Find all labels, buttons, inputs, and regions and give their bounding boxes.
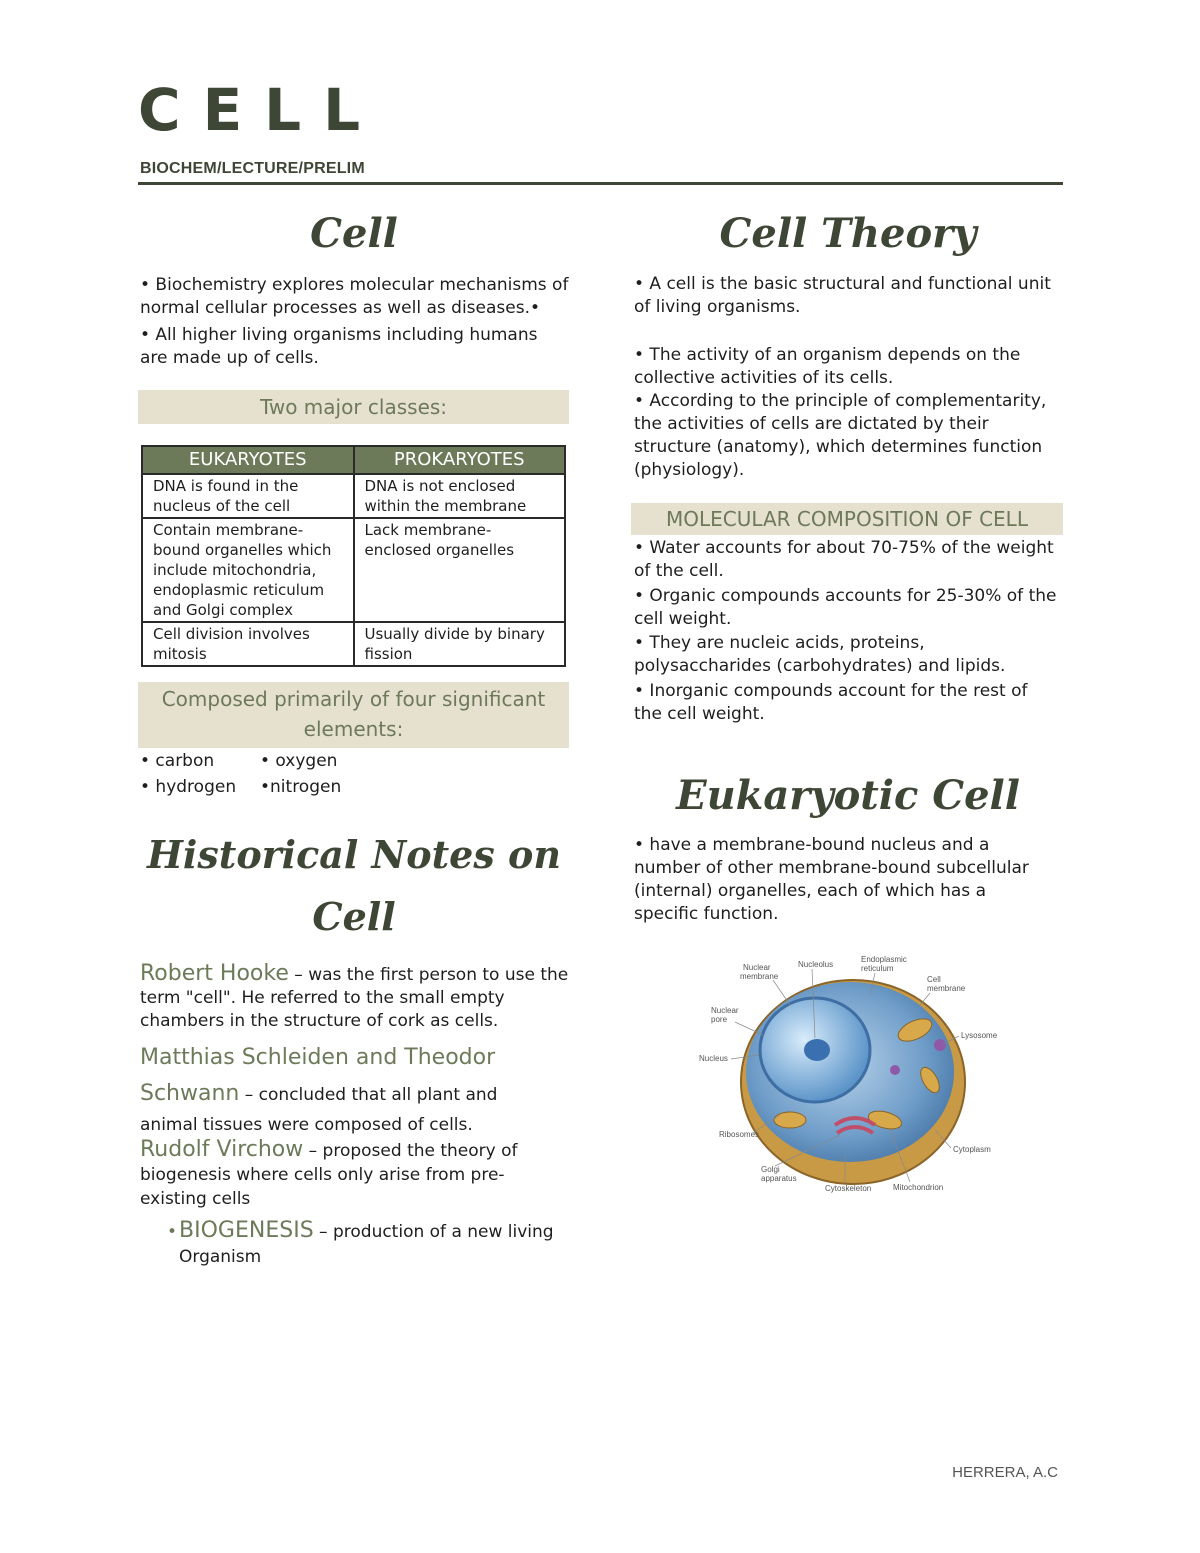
table-row — [142, 518, 565, 622]
table-row — [142, 474, 565, 518]
label-lysosome: Lysosome — [961, 1031, 998, 1040]
molecular-bullet-4: • Inorganic compounds account for the rest of the cell weight. — [634, 681, 1028, 724]
table-header-prokaryotes: PROKARYOTES — [354, 446, 566, 474]
label-golgi-2: apparatus — [761, 1174, 797, 1183]
label-nuclear-membrane-1: Nuclear — [743, 963, 771, 972]
history-heading-line-1: Historical Notes on — [147, 832, 561, 877]
elements-band: Composed primarily of four significant elements: — [138, 682, 569, 748]
theory-bullet-1: • A cell is the basic structural and functional unit of living organisms. — [634, 274, 1051, 317]
table-header-eukaryotes: EUKARYOTES — [142, 446, 354, 474]
label-nucleus: Nucleus — [699, 1054, 728, 1063]
label-golgi-1: Golgi — [761, 1165, 780, 1174]
eukaryotic-cell-diagram — [695, 950, 1015, 1200]
intro-bullet-1: • Biochemistry explores molecular mechanisms of normal cellular processes as well as diseases.• — [140, 275, 569, 318]
molecular-bullet-2: • Organic compounds accounts for 25-30% of the cell weight. — [634, 586, 1057, 629]
biogenesis-bullet: • — [167, 1222, 178, 1242]
table-cell: Usually divide by binary fission — [354, 622, 566, 666]
element-oxygen: • oxygen — [260, 751, 338, 771]
table-cell: Contain membrane-bound organelles which include mitochondria, endoplasmic reticulum and Golgi complex — [142, 518, 354, 622]
label-nuclear-pore-2: pore — [711, 1015, 728, 1024]
mitochondrion-shape — [774, 1112, 806, 1128]
label-nucleolus: Nucleolus — [798, 960, 834, 969]
theory-bullet-3: • According to the principle of complementarity, the activities of cells are dictated by their structure (anatomy), which determines function (physiology). — [634, 391, 1047, 480]
nucleolus-shape — [804, 1039, 830, 1061]
footer-author: HERRERA, A.C — [952, 1464, 1058, 1481]
schleiden-name: Matthias Schleiden and Theodor Schwann — [140, 1045, 496, 1106]
hooke-text: – was the first person to use the term "cell". He referred to the small empty chambers in the structure of cork as cells. — [140, 965, 569, 1031]
table-row — [142, 622, 565, 666]
molecular-bullet-1: • Water accounts for about 70-75% of the weight of the cell. — [634, 538, 1054, 581]
schleiden-text: – concluded that all plant and animal tissues were composed of cells. — [140, 1085, 498, 1135]
table-cell: DNA is found in the nucleus of the cell — [142, 474, 354, 518]
label-ribosomes: Ribosomes — [719, 1130, 760, 1139]
page-subtitle: BIOCHEM/LECTURE/PRELIM — [140, 160, 365, 177]
label-nuclear-pore-1: Nuclear — [711, 1006, 739, 1015]
hooke-name: Robert Hooke — [140, 961, 289, 986]
eukaryotic-cell-heading: Eukaryotic Cell — [676, 772, 1020, 819]
table-header-row — [142, 446, 565, 474]
theory-bullet-2: • The activity of an organism depends on the collective activities of its cells. — [634, 345, 1021, 388]
biogenesis-text: – production of a new living Organism — [179, 1222, 554, 1267]
element-hydrogen: • hydrogen — [140, 777, 237, 797]
element-nitrogen: •nitrogen — [260, 777, 342, 797]
label-cytoplasm: Cytoplasm — [953, 1145, 991, 1154]
label-er-2: reticulum — [861, 964, 894, 973]
page-title: CELL — [138, 76, 383, 144]
virchow-text: – proposed the theory of biogenesis where cells only arise from pre-existing cells — [140, 1141, 518, 1209]
biogenesis-term: BIOGENESIS — [179, 1218, 314, 1243]
history-heading-line-2: Cell — [312, 894, 396, 939]
label-cell-membrane-2: membrane — [927, 984, 966, 993]
intro-bullet-2: • All higher living organisms including humans are made up of cells. — [140, 325, 538, 368]
header-divider — [138, 182, 1063, 185]
label-cell-membrane-1: Cell — [927, 975, 941, 984]
history-hooke — [140, 962, 570, 1033]
classes-table — [141, 445, 566, 667]
history-virchow — [140, 1138, 560, 1211]
label-nuclear-membrane-2: membrane — [740, 972, 779, 981]
cell-heading: Cell — [310, 210, 398, 257]
lysosome-shape — [934, 1039, 946, 1051]
table-cell: Lack membrane-enclosed organelles — [354, 518, 566, 622]
label-er-1: Endoplasmic — [861, 955, 907, 964]
label-mitochondrion: Mitochondrion — [893, 1183, 944, 1192]
history-schleiden-schwann — [140, 1040, 560, 1138]
table-cell: Cell division involves mitosis — [142, 622, 354, 666]
molecular-bullet-3: • They are nucleic acids, proteins, polysaccharides (carbohydrates) and lipids. — [634, 633, 1006, 676]
classes-band: Two major classes: — [138, 390, 569, 424]
history-biogenesis — [167, 1218, 579, 1270]
label-cytoskeleton: Cytoskeleton — [825, 1184, 872, 1193]
element-carbon: • carbon — [140, 751, 215, 771]
table-cell: DNA is not enclosed within the membrane — [354, 474, 566, 518]
eukaryotic-description: • have a membrane-bound nucleus and a number of other membrane-bound subcellular (internal) organelles, each of which has a specific function. — [634, 835, 1029, 924]
cell-theory-heading: Cell Theory — [719, 210, 977, 257]
molecular-band: MOLECULAR COMPOSITION OF CELL — [631, 503, 1063, 535]
lysosome-shape — [890, 1065, 900, 1075]
virchow-name: Rudolf Virchow — [140, 1137, 304, 1162]
